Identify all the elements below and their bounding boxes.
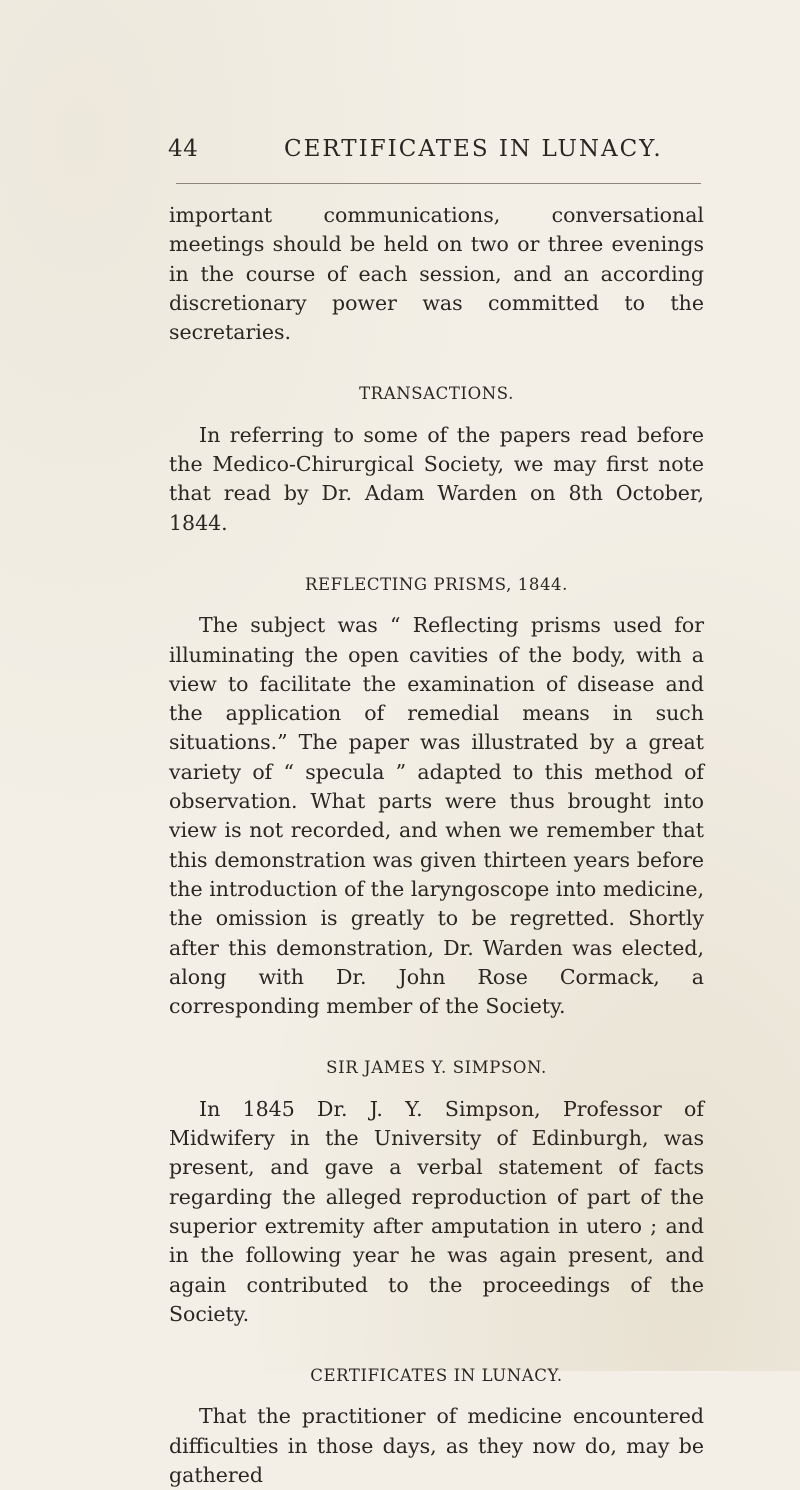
header-rule — [176, 183, 701, 184]
paragraph-simpson: In 1845 Dr. J. Y. Simpson, Professor of Midwifery in the University of Edinburgh, was present, and gave a verbal statement of facts regarding the alleged reproduction of part of the superior extremity after amputation in utero ; and in the following year he was again present, and again contributed to the proceedings of the Society. — [169, 1096, 704, 1326]
section-heading-simpson: SIR JAMES Y. SIMPSON. — [326, 1058, 547, 1078]
section-heading-prisms: REFLECTING PRISMS, 1844. — [304, 574, 568, 594]
paragraph-lunacy: That the practitioner of medicine encountered difficulties in those days, as they now do, may be gathered — [169, 1404, 704, 1487]
section-heading-transactions: TRANSACTIONS. — [359, 384, 514, 404]
body-text — [169, 201, 704, 1490]
page-header — [168, 136, 768, 176]
running-title: CERTIFICATES IN LUNACY. — [284, 136, 663, 162]
section-heading-lunacy: CERTIFICATES IN LUNACY. — [310, 1366, 563, 1386]
paragraph-prisms: The subject was “ Reflecting prisms used for illuminating the open cavities of the body, with a view to facilitate the examination of disease and the application of remedial means in such situations.” The paper was illustrated by a great variety of “ specula ” adapted to this method of observation. What parts were thus brought into view is not recorded, and when we remember that this demonstration was given thirteen years before the introduction of the laryngoscope into medicine, the omission is greatly to be regretted. Shortly after this demonstration, Dr. Warden was elected, along with Dr. John Rose Cormack, a corresponding member of the Society. — [169, 613, 704, 1019]
paragraph-opening: important communications, conversational meetings should be held on two or three evenings in the course of each session, and an according discretionary power was committed to the secretaries. — [169, 203, 704, 345]
page-number: 44 — [168, 136, 199, 162]
paragraph-transactions: In referring to some of the papers read before the Medico-Chirurgical Society, we may first note that read by Dr. Adam Warden on 8th October, 1844. — [169, 422, 704, 535]
